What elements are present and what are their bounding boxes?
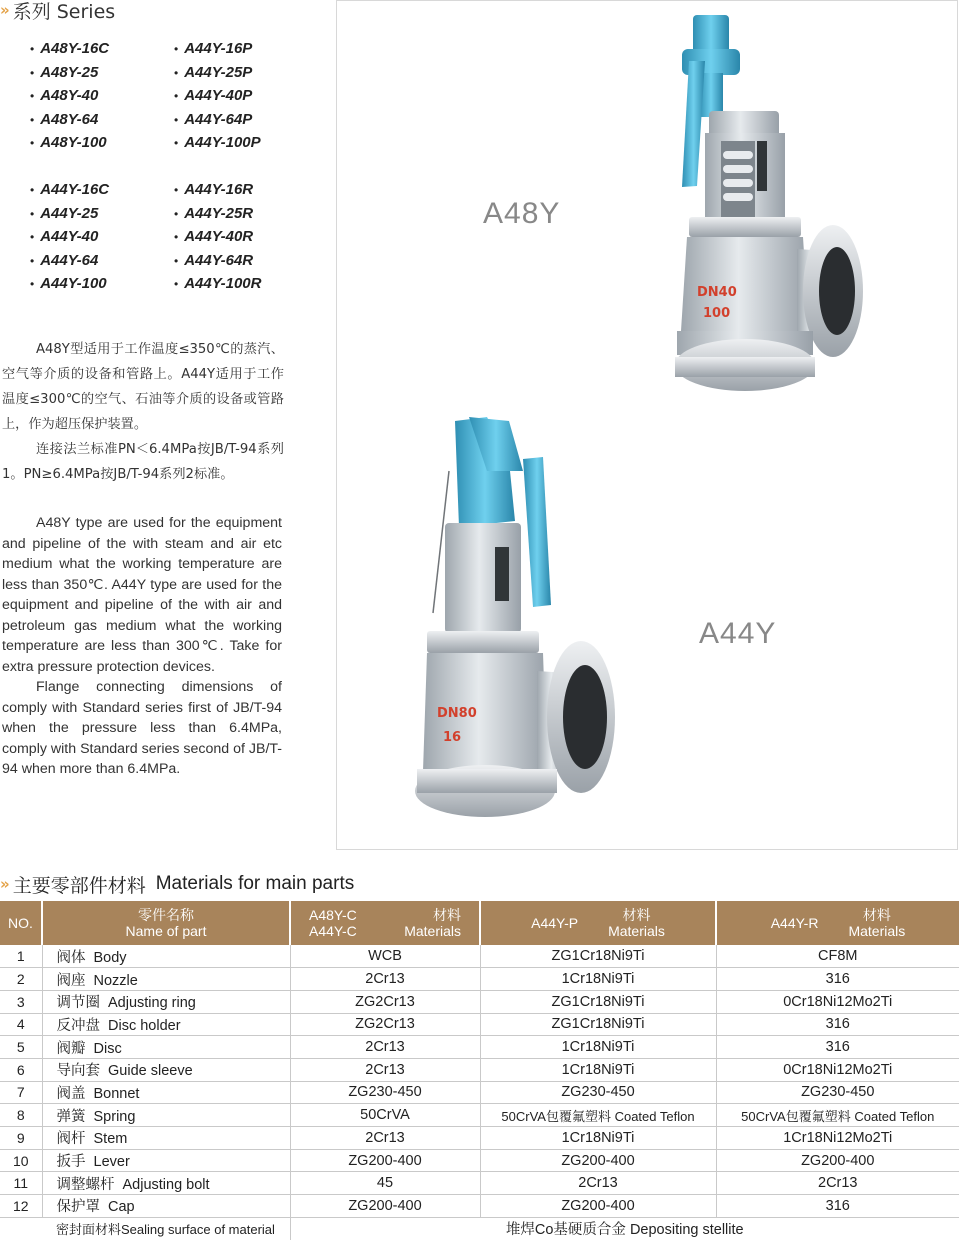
- valve-a44y-pn-mark: 16: [443, 730, 462, 745]
- header-c1-material-cn: 材料: [433, 907, 461, 923]
- row-no: 10: [0, 1149, 42, 1172]
- model-item: • A44Y-25P: [174, 61, 261, 85]
- valve-a44y-dn-mark: DN80: [437, 706, 477, 721]
- row-material-r: 1Cr18Ni12Mo2Ti: [716, 1127, 959, 1150]
- row-material-r: 316: [716, 968, 959, 991]
- model-item: • A44Y-64P: [174, 108, 261, 132]
- part-name-en: Spring: [93, 1108, 136, 1125]
- row-material-r: ZG200-400: [716, 1149, 959, 1172]
- product-photo-panel: [336, 0, 958, 850]
- part-name-en: Guide sleeve: [108, 1063, 193, 1080]
- valve-a44y-illustration: [415, 417, 615, 817]
- model-item: • A44Y-100P: [174, 131, 261, 155]
- row-material-r: CF8M: [716, 945, 959, 968]
- row-no: 2: [0, 968, 42, 991]
- row-material-p: ZG200-400: [480, 1195, 716, 1218]
- header-c3-material-cn: 材料: [862, 907, 891, 923]
- part-name-cn: 导向套: [56, 1063, 100, 1080]
- row-no: 9: [0, 1127, 42, 1150]
- model-list-right: [174, 37, 261, 296]
- header-c2-material-cn: 材料: [622, 907, 651, 923]
- row-no: 7: [0, 1081, 42, 1104]
- row-part-name: [42, 990, 290, 1013]
- chevron-icon: »: [0, 875, 7, 893]
- row-no: 8: [0, 1104, 42, 1127]
- table-row: [0, 945, 959, 968]
- part-name-en: Disc: [93, 1040, 122, 1057]
- row-material-c: 2Cr13: [290, 1058, 480, 1081]
- part-name-cn: 扳手: [56, 1154, 86, 1171]
- row-material-p: 1Cr18Ni9Ti: [480, 968, 716, 991]
- valve-illustrations: [337, 1, 959, 851]
- header-c1-material-en: Materials: [404, 923, 461, 939]
- row-material-r: 2Cr13: [716, 1172, 959, 1195]
- header-c1-model-a: A48Y-C: [309, 907, 357, 923]
- model-item: • A44Y-40P: [174, 84, 261, 108]
- valve-a48y-dn-mark: DN40: [697, 285, 737, 300]
- table-header-row: [0, 901, 959, 945]
- header-part-name-cn: 零件名称: [138, 907, 194, 923]
- row-material-c: 2Cr13: [290, 1127, 480, 1150]
- materials-title-cn: 主要零部件材料: [12, 874, 146, 897]
- model-item: • A48Y-100: [30, 131, 109, 155]
- part-name-en: Stem: [93, 1131, 128, 1148]
- part-name-en: Body: [93, 949, 127, 966]
- row-material-r: 316: [716, 1195, 959, 1218]
- english-description: [2, 513, 282, 780]
- materials-table-body: [0, 945, 959, 1240]
- model-item: • A44Y-16C: [30, 178, 109, 202]
- row-material-c: 50CrVA: [290, 1104, 480, 1127]
- cn-desc-usage: A48Y型适用于工作温度≤350℃的蒸汽、空气等介质的设备和管路上。A44Y适用于工作温度≤300℃的空气、石油等介质的设备或管路上，作为超压保护装置。: [2, 342, 284, 432]
- seal-value: 堆焊Co基硬质合金 Depositing stellite: [505, 1222, 744, 1239]
- model-list-left: [30, 37, 109, 296]
- row-part-name: [42, 1081, 290, 1104]
- part-name-cn: 阀盖: [56, 1085, 86, 1102]
- row-material-p: 2Cr13: [480, 1172, 716, 1195]
- series-title: 系列 Series: [12, 0, 116, 23]
- model-item: • A44Y-16R: [174, 178, 261, 202]
- row-no: 12: [0, 1195, 42, 1218]
- row-material-c: ZG200-400: [290, 1149, 480, 1172]
- table-row: [0, 990, 959, 1013]
- header-c3-material-en: Materials: [848, 923, 906, 939]
- en-desc-flange: Flange connecting dimensions of comply with Standard series first of JB/T-94 when the pressure less than 6.4MPa, comply with Standard series second of JB/T-94 when more than 6.4MPa.: [2, 679, 282, 777]
- header-c2-material-en: Materials: [608, 923, 665, 939]
- row-material-r: 0Cr18Ni12Mo2Ti: [716, 1058, 959, 1081]
- series-heading: [0, 0, 115, 22]
- table-row: [0, 1058, 959, 1081]
- model-item: • A44Y-100: [30, 272, 109, 296]
- model-item: • A48Y-16C: [30, 37, 109, 61]
- header-c1-model-b: A44Y-C: [309, 923, 357, 939]
- row-part-name: [42, 1127, 290, 1150]
- en-desc-usage: A48Y type are used for the equipment and pipeline of the with steam and air etc medium what the working temperature are less than 350℃. A44Y type are used for the equipment and pipeline of the with air and petroleum gas medium what the working temperature are less than 300℃. Take for extra pressure protection devices.: [2, 515, 282, 675]
- row-material-p: 50CrVA包覆氟塑料 Coated Teflon: [480, 1104, 716, 1127]
- seal-no-empty: [0, 1217, 42, 1240]
- row-material-c: ZG200-400: [290, 1195, 480, 1218]
- model-item: • A48Y-64: [30, 108, 109, 132]
- table-row: [0, 1172, 959, 1195]
- materials-table: [0, 901, 959, 1240]
- model-item: • A44Y-25: [30, 202, 109, 226]
- row-no: 11: [0, 1172, 42, 1195]
- part-name-en: Adjusting bolt: [122, 1176, 210, 1193]
- row-part-name: [42, 1013, 290, 1036]
- row-material-r: 316: [716, 1036, 959, 1059]
- row-material-p: 1Cr18Ni9Ti: [480, 1058, 716, 1081]
- header-c-materials: [290, 901, 480, 945]
- row-part-name: [42, 1172, 290, 1195]
- row-material-c: 2Cr13: [290, 968, 480, 991]
- table-row: [0, 1195, 959, 1218]
- header-part-name: [42, 901, 290, 945]
- part-name-cn: 反冲盘: [56, 1017, 100, 1034]
- table-row: [0, 1036, 959, 1059]
- row-material-r: ZG230-450: [716, 1081, 959, 1104]
- row-material-c: 45: [290, 1172, 480, 1195]
- header-no: NO.: [0, 901, 42, 945]
- row-material-p: 1Cr18Ni9Ti: [480, 1127, 716, 1150]
- row-material-r: 50CrVA包覆氟塑料 Coated Teflon: [716, 1104, 959, 1127]
- header-r-materials: [716, 901, 959, 945]
- part-name-en: Bonnet: [93, 1085, 140, 1102]
- row-material-p: ZG1Cr18Ni9Ti: [480, 1013, 716, 1036]
- row-material-r: 316: [716, 1013, 959, 1036]
- valve-a48y-pn-mark: 100: [703, 306, 731, 321]
- header-part-name-en: Name of part: [125, 923, 207, 939]
- row-no: 1: [0, 945, 42, 968]
- chinese-description: [2, 337, 284, 487]
- row-material-c: WCB: [290, 945, 480, 968]
- row-material-p: ZG230-450: [480, 1081, 716, 1104]
- table-row: [0, 1104, 959, 1127]
- row-part-name: [42, 1104, 290, 1127]
- row-part-name: [42, 945, 290, 968]
- header-p-materials: [480, 901, 716, 945]
- part-name-en: Lever: [93, 1154, 130, 1171]
- chevron-icon: »: [0, 1, 7, 19]
- part-name-cn: 弹簧: [56, 1108, 86, 1125]
- part-name-en: Adjusting ring: [108, 995, 196, 1012]
- label-a48y: A48Y: [483, 197, 561, 230]
- part-name-cn: 保护罩: [56, 1199, 100, 1216]
- row-material-p: 1Cr18Ni9Ti: [480, 1036, 716, 1059]
- part-name-cn: 调整螺杆: [56, 1176, 115, 1193]
- model-item: • A44Y-16P: [174, 37, 261, 61]
- model-item: • A44Y-25R: [174, 202, 261, 226]
- model-item: • A44Y-40R: [174, 225, 261, 249]
- row-material-p: ZG200-400: [480, 1149, 716, 1172]
- row-material-c: ZG2Cr13: [290, 990, 480, 1013]
- header-c3-model: A44Y-R: [770, 915, 819, 931]
- part-name-en: Disc holder: [108, 1017, 181, 1034]
- row-material-c: ZG2Cr13: [290, 1013, 480, 1036]
- table-row: [0, 1149, 959, 1172]
- row-part-name: [42, 1036, 290, 1059]
- seal-label: 密封面材料Sealing surface of material: [42, 1217, 290, 1240]
- table-row: [0, 968, 959, 991]
- row-no: 4: [0, 1013, 42, 1036]
- part-name-cn: 调节圈: [56, 995, 100, 1012]
- row-material-c: ZG230-450: [290, 1081, 480, 1104]
- part-name-en: Nozzle: [93, 972, 138, 989]
- part-name-en: Cap: [108, 1199, 135, 1216]
- table-row: [0, 1127, 959, 1150]
- table-row: [0, 1013, 959, 1036]
- materials-title-en: Materials for main parts: [155, 873, 355, 894]
- model-item: • A44Y-64R: [174, 249, 261, 273]
- model-item: • A44Y-64: [30, 249, 109, 273]
- cn-desc-flange: 连接法兰标准PN＜6.4MPa按JB/T-94系列1。PN≥6.4MPa按JB/T-94系列2标准。: [2, 442, 284, 482]
- table-row: [0, 1081, 959, 1104]
- row-part-name: [42, 1195, 290, 1218]
- row-no: 6: [0, 1058, 42, 1081]
- part-name-cn: 阀杆: [56, 1131, 86, 1148]
- label-a44y: A44Y: [699, 617, 777, 650]
- model-item: • A48Y-25: [30, 61, 109, 85]
- row-part-name: [42, 1058, 290, 1081]
- part-name-cn: 阀瓣: [56, 1040, 86, 1057]
- row-material-p: ZG1Cr18Ni9Ti: [480, 990, 716, 1013]
- materials-heading: [0, 870, 354, 898]
- row-material-p: ZG1Cr18Ni9Ti: [480, 945, 716, 968]
- row-part-name: [42, 1149, 290, 1172]
- header-c2-model: A44Y-P: [531, 915, 579, 931]
- row-part-name: [42, 968, 290, 991]
- part-name-cn: 阀体: [56, 949, 86, 966]
- part-name-cn: 阀座: [56, 972, 86, 989]
- row-no: 3: [0, 990, 42, 1013]
- model-item: • A48Y-40: [30, 84, 109, 108]
- row-material-c: 2Cr13: [290, 1036, 480, 1059]
- row-no: 5: [0, 1036, 42, 1059]
- model-item: • A44Y-40: [30, 225, 109, 249]
- row-material-r: 0Cr18Ni12Mo2Ti: [716, 990, 959, 1013]
- model-item: • A44Y-100R: [174, 272, 261, 296]
- table-row-sealing: [0, 1217, 959, 1240]
- valve-a48y-illustration: [675, 15, 863, 391]
